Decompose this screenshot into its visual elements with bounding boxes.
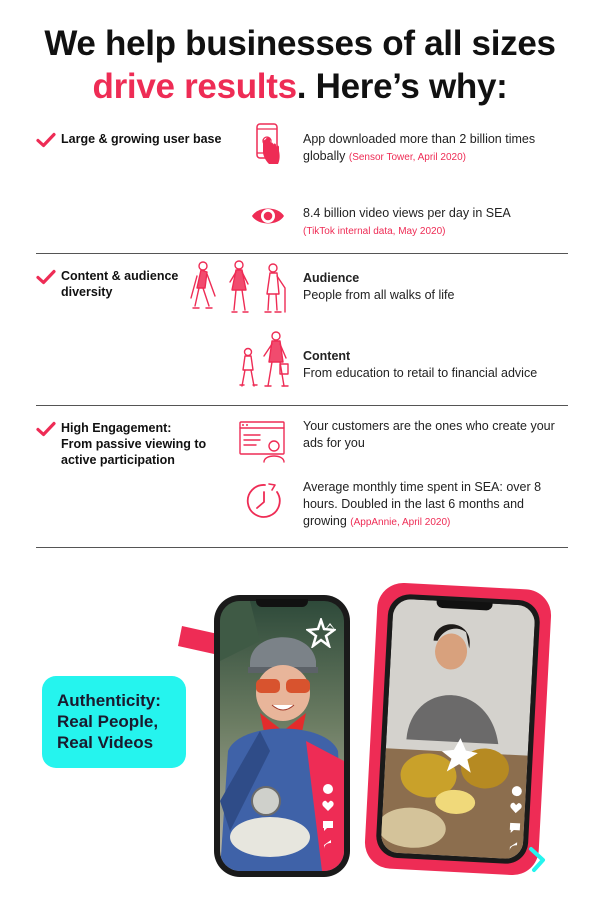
- reason-label: Content & audience diversity: [61, 269, 179, 299]
- avatar-icon: [512, 786, 523, 797]
- stat-text: Average monthly time spent in SEA: over 8 hours. Doubled in the last 6 months and growing: [303, 480, 542, 528]
- stat-source: (Sensor Tower, April 2020): [348, 152, 466, 163]
- stat-source: (AppAnnie, April 2020): [350, 517, 451, 528]
- comment-icon: [323, 821, 333, 831]
- hero-line-2: [0, 65, 600, 108]
- hero-line-2-rest: . Here’s why:: [296, 67, 508, 106]
- comment-icon: [510, 823, 521, 834]
- stat-text: 8.4 billion video views per day in SEA: [303, 206, 511, 220]
- stat-text: People from all walks of life: [303, 288, 455, 302]
- eye-icon: [250, 203, 286, 229]
- stat-time-spent: [303, 479, 565, 531]
- stat-text: App downloaded more than 2 billion times globally: [303, 132, 536, 163]
- stat-heading: Audience: [303, 271, 360, 285]
- share-icon: [510, 842, 517, 851]
- reason-user-base: [36, 131, 221, 148]
- browser-creator-icon: [238, 420, 290, 464]
- reason-label: High Engagement: From passive viewing to active participation: [61, 421, 207, 467]
- heart-icon: [322, 801, 333, 811]
- stat-text: Your customers are the ones who create your ads for you: [303, 419, 555, 450]
- people-walking-icon: [189, 258, 289, 320]
- section-divider: [36, 405, 568, 406]
- stat-video-views: [303, 205, 565, 240]
- checkmark-icon: [36, 132, 56, 148]
- avatar-icon: [323, 784, 333, 794]
- hero-line-1: We help businesses of all sizes: [44, 24, 556, 63]
- stat-downloads: [303, 131, 565, 166]
- heart-icon: [510, 803, 522, 814]
- checkmark-icon: [36, 269, 56, 285]
- phone-mockup-right: [375, 593, 541, 865]
- authenticity-badge: Authenticity: Real People, Real Videos: [42, 676, 186, 768]
- phone-notch: [256, 599, 308, 607]
- clock-icon: [245, 482, 283, 520]
- checkmark-icon: [36, 421, 56, 437]
- video-actions: [320, 783, 336, 855]
- reason-label: Large & growing user base: [61, 132, 222, 146]
- phone-tap-icon: [253, 122, 285, 168]
- section-divider: [36, 253, 568, 254]
- share-icon: [324, 840, 331, 849]
- hero-accent: drive results: [92, 67, 297, 106]
- stat-heading: Content: [303, 349, 351, 363]
- hero-title: [0, 22, 600, 108]
- chevron-decoration-icon: [528, 846, 548, 874]
- parent-child-icon: [236, 330, 292, 390]
- reason-diversity: [36, 268, 191, 300]
- section-divider: [36, 547, 568, 548]
- star-icon: [306, 618, 336, 648]
- phone-frame-accent: [364, 582, 553, 877]
- stat-creators: [303, 418, 565, 452]
- stat-text: From education to retail to financial advice: [303, 366, 538, 380]
- reason-engagement: [36, 420, 211, 468]
- stat-audience: [303, 270, 565, 304]
- stat-source: (TikTok internal data, May 2020): [303, 226, 446, 237]
- stat-content: [303, 348, 565, 382]
